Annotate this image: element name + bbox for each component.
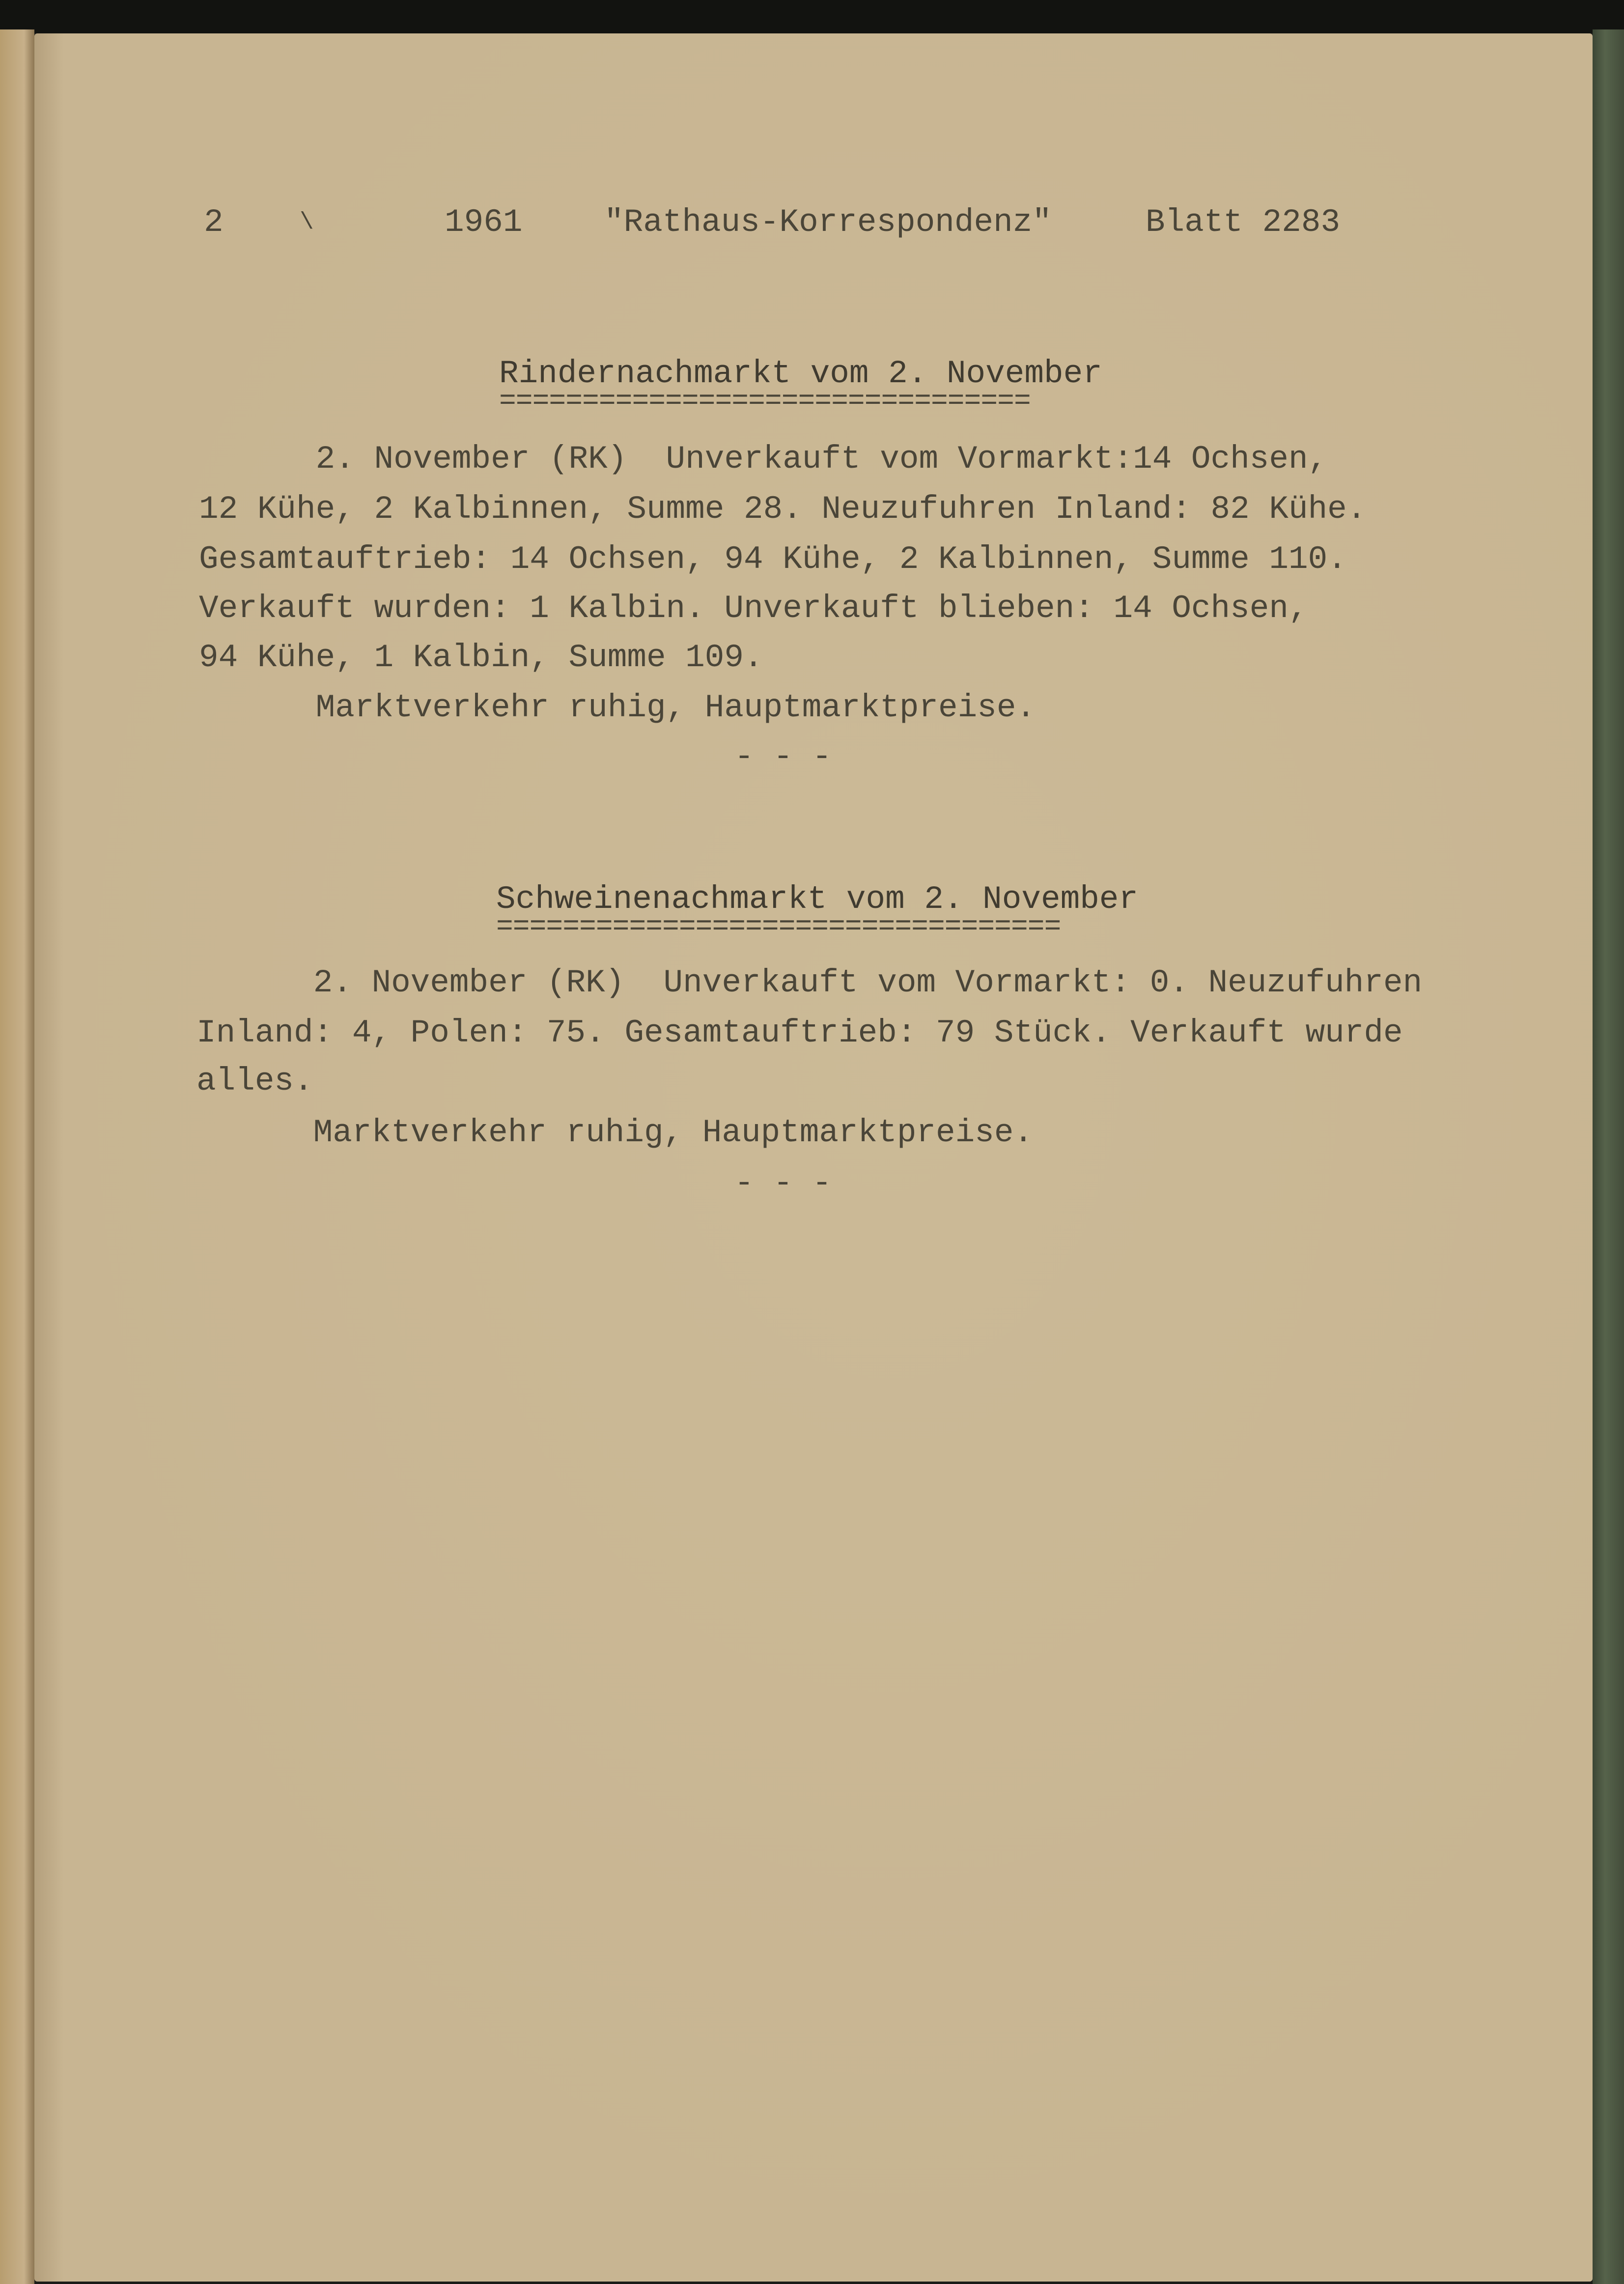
header-publication: "Rathaus-Korrespondenz" [604, 204, 1052, 241]
section-title-schweinenachmarkt: Schweinenachmarkt vom 2. November [496, 881, 1139, 918]
section-2-line-4: Marktverkehr ruhig, Hauptmarktpreise. [196, 1114, 1034, 1151]
section-2-line-1: 2. November (RK) Unverkauft vom Vormarkt: 0. Neuzufuhren [196, 964, 1423, 1001]
section-title-underline: ================================ [499, 386, 1031, 418]
section-1-line-4: Verkauft wurden: 1 Kalbin. Unverkauft blieben: 14 Ochsen, [199, 590, 1308, 627]
section-2-separator: - - - [734, 1165, 832, 1202]
section-1-separator: - - - [734, 738, 832, 775]
scan-right-edge [1593, 29, 1624, 2284]
header-sheet: Blatt 2283 [1146, 204, 1341, 241]
section-title-underline: ================================== [496, 911, 1061, 943]
header-mark: \ [300, 209, 314, 236]
section-1-line-1: 2. November (RK) Unverkauft vom Vormarkt:14 Ochsen, [199, 441, 1328, 478]
section-1-line-5: 94 Kühe, 1 Kalbin, Summe 109. [199, 639, 763, 676]
section-1-line-2: 12 Kühe, 2 Kalbinnen, Summe 28. Neuzufuhren Inland: 82 Kühe. [199, 491, 1367, 528]
section-2-line-3: alles. [196, 1063, 313, 1100]
scan-top-edge [0, 0, 1624, 33]
document-page [34, 33, 1593, 2282]
section-title-rindernachmarkt: Rindernachmarkt vom 2. November [499, 355, 1102, 392]
header-year: 1961 [445, 204, 523, 241]
header-page-number: 2 [204, 204, 224, 241]
section-2-line-2: Inland: 4, Polen: 75. Gesamtauftrieb: 79 Stück. Verkauft wurde [196, 1015, 1403, 1051]
section-1-line-6: Marktverkehr ruhig, Hauptmarktpreise. [199, 689, 1036, 726]
section-1-line-3: Gesamtauftrieb: 14 Ochsen, 94 Kühe, 2 Kalbinnen, Summe 110. [199, 541, 1347, 578]
page-binding-edge [0, 29, 34, 2284]
